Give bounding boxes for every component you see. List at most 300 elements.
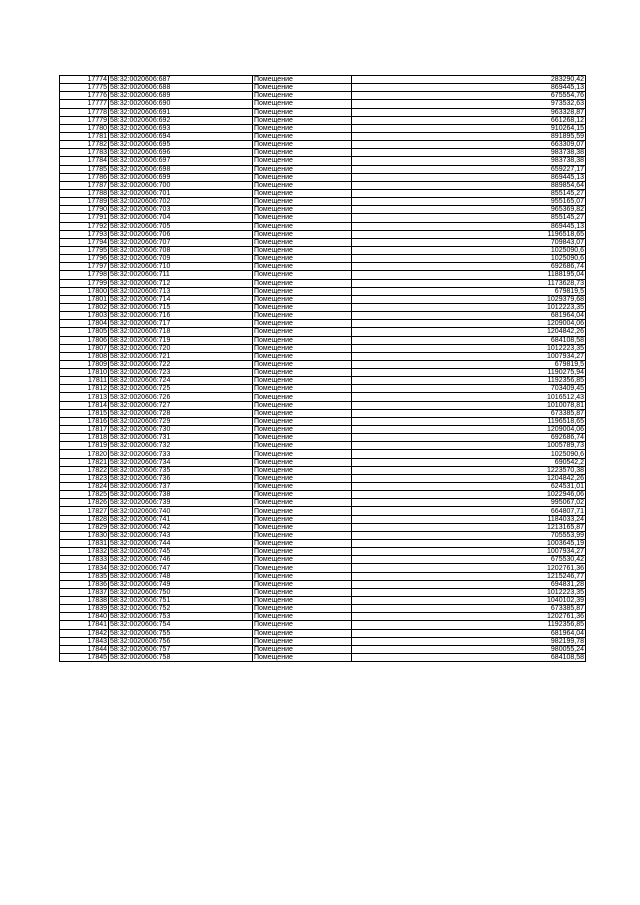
object-type-cell: Помещение xyxy=(253,320,352,328)
cadastral-number-cell: 58:32:0020606:700 xyxy=(109,181,253,189)
cadastral-number-cell: 58:32:0020606:698 xyxy=(109,165,253,173)
cadastral-number-cell: 58:32:0020606:734 xyxy=(109,458,253,466)
cadastral-value-cell: 1025090,6 xyxy=(352,450,586,458)
object-type-cell: Помещение xyxy=(253,165,352,173)
row-number-cell: 17786 xyxy=(60,173,109,181)
object-type-cell: Помещение xyxy=(253,181,352,189)
object-type-cell: Помещение xyxy=(253,653,352,661)
table-body xyxy=(60,76,586,662)
cadastral-number-cell: 58:32:0020606:716 xyxy=(109,312,253,320)
row-number-cell: 17840 xyxy=(60,613,109,621)
cadastral-value-cell: 889854,64 xyxy=(352,181,586,189)
cadastral-number-cell: 58:32:0020606:723 xyxy=(109,369,253,377)
table-row xyxy=(60,483,586,491)
table-row xyxy=(60,206,586,214)
cadastral-number-cell: 58:32:0020606:738 xyxy=(109,491,253,499)
cadastral-number-cell: 58:32:0020606:688 xyxy=(109,84,253,92)
cadastral-value-cell: 1010078,81 xyxy=(352,401,586,409)
table-row xyxy=(60,491,586,499)
table-row xyxy=(60,645,586,653)
cadastral-value-cell: 982199,78 xyxy=(352,637,586,645)
cadastral-number-cell: 58:32:0020606:756 xyxy=(109,637,253,645)
cadastral-number-cell: 58:32:0020606:732 xyxy=(109,442,253,450)
object-type-cell: Помещение xyxy=(253,548,352,556)
table-row xyxy=(60,141,586,149)
cadastral-value-cell: 675530,42 xyxy=(352,556,586,564)
table-row xyxy=(60,189,586,197)
row-number-cell: 17832 xyxy=(60,548,109,556)
cadastral-value-cell: 694831,28 xyxy=(352,580,586,588)
table-row xyxy=(60,214,586,222)
cadastral-value-cell: 1012223,35 xyxy=(352,303,586,311)
row-number-cell: 17826 xyxy=(60,499,109,507)
row-number-cell: 17803 xyxy=(60,312,109,320)
cadastral-value-cell: 684108,58 xyxy=(352,653,586,661)
table-row xyxy=(60,393,586,401)
cadastral-value-cell: 995067,02 xyxy=(352,499,586,507)
table-row xyxy=(60,287,586,295)
object-type-cell: Помещение xyxy=(253,426,352,434)
table-row xyxy=(60,385,586,393)
table-row xyxy=(60,352,586,360)
row-number-cell: 17827 xyxy=(60,507,109,515)
row-number-cell: 17823 xyxy=(60,474,109,482)
cadastral-value-cell: 869445,13 xyxy=(352,173,586,181)
cadastral-value-cell: 1012223,35 xyxy=(352,344,586,352)
row-number-cell: 17793 xyxy=(60,230,109,238)
table-row xyxy=(60,580,586,588)
cadastral-number-cell: 58:32:0020606:750 xyxy=(109,588,253,596)
table-row xyxy=(60,108,586,116)
row-number-cell: 17816 xyxy=(60,417,109,425)
cadastral-value-cell: 1190275,94 xyxy=(352,369,586,377)
object-type-cell: Помещение xyxy=(253,417,352,425)
row-number-cell: 17811 xyxy=(60,377,109,385)
row-number-cell: 17787 xyxy=(60,181,109,189)
cadastral-number-cell: 58:32:0020606:733 xyxy=(109,450,253,458)
cadastral-value-cell: 1192356,85 xyxy=(352,621,586,629)
object-type-cell: Помещение xyxy=(253,474,352,482)
table-row xyxy=(60,336,586,344)
row-number-cell: 17845 xyxy=(60,653,109,661)
cadastral-value-cell: 869445,13 xyxy=(352,222,586,230)
cadastral-number-cell: 58:32:0020606:742 xyxy=(109,523,253,531)
row-number-cell: 17790 xyxy=(60,206,109,214)
row-number-cell: 17822 xyxy=(60,466,109,474)
cadastral-value-cell: 673385,87 xyxy=(352,605,586,613)
table-row xyxy=(60,409,586,417)
row-number-cell: 17792 xyxy=(60,222,109,230)
row-number-cell: 17774 xyxy=(60,76,109,84)
object-type-cell: Помещение xyxy=(253,483,352,491)
cadastral-value-cell: 664807,71 xyxy=(352,507,586,515)
cadastral-number-cell: 58:32:0020606:697 xyxy=(109,157,253,165)
cadastral-value-cell: 1215246,77 xyxy=(352,572,586,580)
table-row xyxy=(60,369,586,377)
table-row xyxy=(60,417,586,425)
table-row xyxy=(60,230,586,238)
cadastral-number-cell: 58:32:0020606:703 xyxy=(109,206,253,214)
object-type-cell: Помещение xyxy=(253,149,352,157)
table-row xyxy=(60,132,586,140)
cadastral-value-cell: 910264,15 xyxy=(352,124,586,132)
table-row xyxy=(60,474,586,482)
cadastral-value-cell: 1029379,68 xyxy=(352,295,586,303)
cadastral-number-cell: 58:32:0020606:718 xyxy=(109,328,253,336)
table-row xyxy=(60,426,586,434)
cadastral-value-cell: 1007934,27 xyxy=(352,352,586,360)
table-row xyxy=(60,312,586,320)
cadastral-value-cell: 1196518,65 xyxy=(352,230,586,238)
object-type-cell: Помещение xyxy=(253,588,352,596)
cadastral-number-cell: 58:32:0020606:720 xyxy=(109,344,253,352)
cadastral-value-cell: 679819,5 xyxy=(352,287,586,295)
cadastral-value-cell: 1173628,73 xyxy=(352,279,586,287)
cadastral-value-cell: 1204842,26 xyxy=(352,328,586,336)
object-type-cell: Помещение xyxy=(253,629,352,637)
object-type-cell: Помещение xyxy=(253,198,352,206)
cadastral-number-cell: 58:32:0020606:715 xyxy=(109,303,253,311)
cadastral-number-cell: 58:32:0020606:695 xyxy=(109,141,253,149)
cadastral-number-cell: 58:32:0020606:735 xyxy=(109,466,253,474)
cadastral-number-cell: 58:32:0020606:687 xyxy=(109,76,253,84)
object-type-cell: Помещение xyxy=(253,401,352,409)
cadastral-number-cell: 58:32:0020606:702 xyxy=(109,198,253,206)
cadastral-number-cell: 58:32:0020606:754 xyxy=(109,621,253,629)
cadastral-number-cell: 58:32:0020606:719 xyxy=(109,336,253,344)
object-type-cell: Помещение xyxy=(253,222,352,230)
table-row xyxy=(60,621,586,629)
object-type-cell: Помещение xyxy=(253,238,352,246)
table-row xyxy=(60,246,586,254)
cadastral-number-cell: 58:32:0020606:713 xyxy=(109,287,253,295)
cadastral-number-cell: 58:32:0020606:755 xyxy=(109,629,253,637)
cadastral-number-cell: 58:32:0020606:751 xyxy=(109,597,253,605)
table-row xyxy=(60,515,586,523)
table-row xyxy=(60,499,586,507)
table-row xyxy=(60,613,586,621)
object-type-cell: Помещение xyxy=(253,597,352,605)
object-type-cell: Помещение xyxy=(253,523,352,531)
cadastral-number-cell: 58:32:0020606:739 xyxy=(109,499,253,507)
cadastral-value-cell: 709843,07 xyxy=(352,238,586,246)
object-type-cell: Помещение xyxy=(253,76,352,84)
object-type-cell: Помещение xyxy=(253,531,352,539)
cadastral-value-cell: 283290,42 xyxy=(352,76,586,84)
cadastral-number-cell: 58:32:0020606:708 xyxy=(109,246,253,254)
object-type-cell: Помещение xyxy=(253,605,352,613)
cadastral-value-table xyxy=(59,75,586,662)
cadastral-value-cell: 1188195,04 xyxy=(352,271,586,279)
row-number-cell: 17800 xyxy=(60,287,109,295)
object-type-cell: Помещение xyxy=(253,116,352,124)
table-row xyxy=(60,84,586,92)
table-row xyxy=(60,637,586,645)
table-row xyxy=(60,605,586,613)
cadastral-value-cell: 963328,87 xyxy=(352,108,586,116)
cadastral-value-cell: 980055,24 xyxy=(352,645,586,653)
row-number-cell: 17796 xyxy=(60,255,109,263)
row-number-cell: 17785 xyxy=(60,165,109,173)
cadastral-number-cell: 58:32:0020606:757 xyxy=(109,645,253,653)
table-row xyxy=(60,653,586,661)
cadastral-number-cell: 58:32:0020606:724 xyxy=(109,377,253,385)
row-number-cell: 17809 xyxy=(60,360,109,368)
cadastral-value-cell: 1213165,87 xyxy=(352,523,586,531)
object-type-cell: Помещение xyxy=(253,344,352,352)
row-number-cell: 17789 xyxy=(60,198,109,206)
object-type-cell: Помещение xyxy=(253,442,352,450)
object-type-cell: Помещение xyxy=(253,263,352,271)
table-row xyxy=(60,76,586,84)
object-type-cell: Помещение xyxy=(253,360,352,368)
table-row xyxy=(60,548,586,556)
table-row xyxy=(60,238,586,246)
object-type-cell: Помещение xyxy=(253,393,352,401)
cadastral-value-cell: 1209004,06 xyxy=(352,320,586,328)
row-number-cell: 17775 xyxy=(60,84,109,92)
cadastral-number-cell: 58:32:0020606:758 xyxy=(109,653,253,661)
table-row xyxy=(60,629,586,637)
cadastral-number-cell: 58:32:0020606:722 xyxy=(109,360,253,368)
cadastral-value-cell: 1040102,39 xyxy=(352,597,586,605)
cadastral-value-cell: 663309,07 xyxy=(352,141,586,149)
row-number-cell: 17824 xyxy=(60,483,109,491)
cadastral-value-cell: 1025090,6 xyxy=(352,255,586,263)
cadastral-value-cell: 869445,13 xyxy=(352,84,586,92)
cadastral-number-cell: 58:32:0020606:740 xyxy=(109,507,253,515)
cadastral-value-cell: 855145,27 xyxy=(352,214,586,222)
cadastral-value-cell: 681964,04 xyxy=(352,629,586,637)
table-row xyxy=(60,100,586,108)
cadastral-number-cell: 58:32:0020606:693 xyxy=(109,124,253,132)
object-type-cell: Помещение xyxy=(253,515,352,523)
row-number-cell: 17841 xyxy=(60,621,109,629)
cadastral-value-cell: 661268,12 xyxy=(352,116,586,124)
cadastral-number-cell: 58:32:0020606:710 xyxy=(109,263,253,271)
object-type-cell: Помещение xyxy=(253,336,352,344)
row-number-cell: 17806 xyxy=(60,336,109,344)
table-row xyxy=(60,320,586,328)
table-row xyxy=(60,92,586,100)
row-number-cell: 17799 xyxy=(60,279,109,287)
cadastral-number-cell: 58:32:0020606:707 xyxy=(109,238,253,246)
table-row xyxy=(60,181,586,189)
cadastral-value-cell: 1022946,06 xyxy=(352,491,586,499)
object-type-cell: Помещение xyxy=(253,124,352,132)
row-number-cell: 17808 xyxy=(60,352,109,360)
cadastral-value-cell: 1005789,73 xyxy=(352,442,586,450)
object-type-cell: Помещение xyxy=(253,255,352,263)
table-row xyxy=(60,507,586,515)
cadastral-value-cell: 1012223,35 xyxy=(352,588,586,596)
table-row xyxy=(60,303,586,311)
cadastral-number-cell: 58:32:0020606:725 xyxy=(109,385,253,393)
row-number-cell: 17801 xyxy=(60,295,109,303)
cadastral-value-cell: 659227,17 xyxy=(352,165,586,173)
object-type-cell: Помещение xyxy=(253,450,352,458)
row-number-cell: 17797 xyxy=(60,263,109,271)
object-type-cell: Помещение xyxy=(253,132,352,140)
row-number-cell: 17819 xyxy=(60,442,109,450)
row-number-cell: 17776 xyxy=(60,92,109,100)
table-row xyxy=(60,588,586,596)
cadastral-number-cell: 58:32:0020606:701 xyxy=(109,189,253,197)
row-number-cell: 17844 xyxy=(60,645,109,653)
object-type-cell: Помещение xyxy=(253,491,352,499)
object-type-cell: Помещение xyxy=(253,108,352,116)
row-number-cell: 17805 xyxy=(60,328,109,336)
cadastral-value-cell: 692686,74 xyxy=(352,434,586,442)
object-type-cell: Помещение xyxy=(253,369,352,377)
object-type-cell: Помещение xyxy=(253,572,352,580)
cadastral-value-cell: 983738,38 xyxy=(352,149,586,157)
table-row xyxy=(60,124,586,132)
cadastral-number-cell: 58:32:0020606:752 xyxy=(109,605,253,613)
cadastral-value-cell: 681964,04 xyxy=(352,312,586,320)
cadastral-number-cell: 58:32:0020606:694 xyxy=(109,132,253,140)
cadastral-number-cell: 58:32:0020606:706 xyxy=(109,230,253,238)
table-row xyxy=(60,149,586,157)
row-number-cell: 17833 xyxy=(60,556,109,564)
cadastral-number-cell: 58:32:0020606:721 xyxy=(109,352,253,360)
table-row xyxy=(60,255,586,263)
row-number-cell: 17804 xyxy=(60,320,109,328)
cadastral-number-cell: 58:32:0020606:737 xyxy=(109,483,253,491)
table-row xyxy=(60,222,586,230)
cadastral-number-cell: 58:32:0020606:714 xyxy=(109,295,253,303)
cadastral-number-cell: 58:32:0020606:728 xyxy=(109,409,253,417)
row-number-cell: 17782 xyxy=(60,141,109,149)
table-row xyxy=(60,198,586,206)
object-type-cell: Помещение xyxy=(253,613,352,621)
cadastral-value-cell: 705553,99 xyxy=(352,531,586,539)
cadastral-number-cell: 58:32:0020606:736 xyxy=(109,474,253,482)
row-number-cell: 17836 xyxy=(60,580,109,588)
row-number-cell: 17807 xyxy=(60,344,109,352)
cadastral-number-cell: 58:32:0020606:690 xyxy=(109,100,253,108)
cadastral-number-cell: 58:32:0020606:745 xyxy=(109,548,253,556)
object-type-cell: Помещение xyxy=(253,84,352,92)
cadastral-number-cell: 58:32:0020606:741 xyxy=(109,515,253,523)
cadastral-number-cell: 58:32:0020606:709 xyxy=(109,255,253,263)
cadastral-number-cell: 58:32:0020606:747 xyxy=(109,564,253,572)
object-type-cell: Помещение xyxy=(253,621,352,629)
row-number-cell: 17779 xyxy=(60,116,109,124)
table-row xyxy=(60,450,586,458)
object-type-cell: Помещение xyxy=(253,328,352,336)
table-row xyxy=(60,442,586,450)
table-row xyxy=(60,597,586,605)
object-type-cell: Помещение xyxy=(253,564,352,572)
row-number-cell: 17818 xyxy=(60,434,109,442)
row-number-cell: 17842 xyxy=(60,629,109,637)
cadastral-number-cell: 58:32:0020606:711 xyxy=(109,271,253,279)
cadastral-value-cell: 1016512,43 xyxy=(352,393,586,401)
object-type-cell: Помещение xyxy=(253,230,352,238)
row-number-cell: 17843 xyxy=(60,637,109,645)
object-type-cell: Помещение xyxy=(253,540,352,548)
cadastral-value-cell: 679819,5 xyxy=(352,360,586,368)
cadastral-value-cell: 973532,63 xyxy=(352,100,586,108)
table-row xyxy=(60,271,586,279)
row-number-cell: 17794 xyxy=(60,238,109,246)
object-type-cell: Помещение xyxy=(253,466,352,474)
object-type-cell: Помещение xyxy=(253,312,352,320)
table-row xyxy=(60,157,586,165)
object-type-cell: Помещение xyxy=(253,434,352,442)
cadastral-value-cell: 624531,01 xyxy=(352,483,586,491)
cadastral-number-cell: 58:32:0020606:691 xyxy=(109,108,253,116)
table-row xyxy=(60,173,586,181)
object-type-cell: Помещение xyxy=(253,189,352,197)
cadastral-number-cell: 58:32:0020606:746 xyxy=(109,556,253,564)
row-number-cell: 17812 xyxy=(60,385,109,393)
object-type-cell: Помещение xyxy=(253,173,352,181)
row-number-cell: 17778 xyxy=(60,108,109,116)
cadastral-number-cell: 58:32:0020606:705 xyxy=(109,222,253,230)
object-type-cell: Помещение xyxy=(253,499,352,507)
cadastral-number-cell: 58:32:0020606:699 xyxy=(109,173,253,181)
object-type-cell: Помещение xyxy=(253,303,352,311)
cadastral-value-cell: 983738,38 xyxy=(352,157,586,165)
cadastral-value-cell: 1025090,6 xyxy=(352,246,586,254)
table-row xyxy=(60,564,586,572)
row-number-cell: 17837 xyxy=(60,588,109,596)
cadastral-number-cell: 58:32:0020606:726 xyxy=(109,393,253,401)
object-type-cell: Помещение xyxy=(253,206,352,214)
object-type-cell: Помещение xyxy=(253,271,352,279)
cadastral-value-cell: 965369,82 xyxy=(352,206,586,214)
cadastral-value-cell: 703409,45 xyxy=(352,385,586,393)
cadastral-value-cell: 1223570,38 xyxy=(352,466,586,474)
cadastral-number-cell: 58:32:0020606:730 xyxy=(109,426,253,434)
object-type-cell: Помещение xyxy=(253,295,352,303)
table-row xyxy=(60,401,586,409)
cadastral-number-cell: 58:32:0020606:744 xyxy=(109,540,253,548)
cadastral-value-cell: 1196518,65 xyxy=(352,417,586,425)
row-number-cell: 17821 xyxy=(60,458,109,466)
row-number-cell: 17784 xyxy=(60,157,109,165)
table-row xyxy=(60,458,586,466)
row-number-cell: 17777 xyxy=(60,100,109,108)
row-number-cell: 17829 xyxy=(60,523,109,531)
row-number-cell: 17795 xyxy=(60,246,109,254)
row-number-cell: 17839 xyxy=(60,605,109,613)
row-number-cell: 17813 xyxy=(60,393,109,401)
cadastral-number-cell: 58:32:0020606:689 xyxy=(109,92,253,100)
table-row xyxy=(60,523,586,531)
object-type-cell: Помещение xyxy=(253,507,352,515)
cadastral-value-cell: 1003645,19 xyxy=(352,540,586,548)
table-row xyxy=(60,360,586,368)
row-number-cell: 17835 xyxy=(60,572,109,580)
cadastral-number-cell: 58:32:0020606:729 xyxy=(109,417,253,425)
object-type-cell: Помещение xyxy=(253,637,352,645)
cadastral-number-cell: 58:32:0020606:743 xyxy=(109,531,253,539)
row-number-cell: 17830 xyxy=(60,531,109,539)
row-number-cell: 17831 xyxy=(60,540,109,548)
cadastral-number-cell: 58:32:0020606:731 xyxy=(109,434,253,442)
cadastral-value-cell: 1192356,85 xyxy=(352,377,586,385)
cadastral-number-cell: 58:32:0020606:704 xyxy=(109,214,253,222)
table-row xyxy=(60,116,586,124)
cadastral-number-cell: 58:32:0020606:712 xyxy=(109,279,253,287)
object-type-cell: Помещение xyxy=(253,580,352,588)
row-number-cell: 17798 xyxy=(60,271,109,279)
cadastral-value-cell: 692686,74 xyxy=(352,263,586,271)
object-type-cell: Помещение xyxy=(253,377,352,385)
